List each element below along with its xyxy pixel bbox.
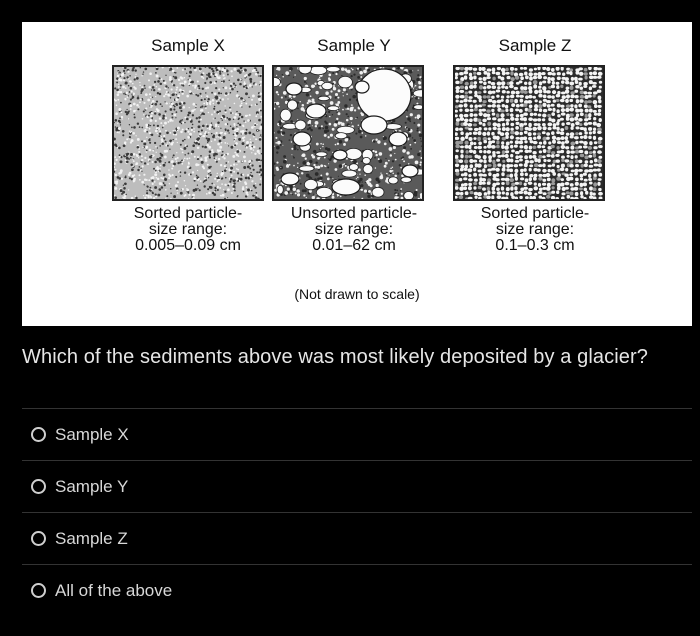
sample-y-caption-line3: 0.01–62 cm — [312, 237, 396, 254]
sample-y-title: Sample Y — [317, 36, 391, 55]
sample-x-caption-line2: size range: — [148, 221, 228, 238]
option-all-of-the-above[interactable] — [22, 564, 692, 616]
radio-circle-icon[interactable] — [31, 583, 46, 598]
sample-y-caption-line2: size range: — [314, 221, 394, 238]
option-label: Sample Y — [55, 476, 129, 496]
sample-x-caption-line3: 0.005–0.09 cm — [135, 237, 241, 254]
sample-x-caption-line1: Sorted particle- — [133, 205, 243, 222]
sample-y-caption — [269, 206, 439, 254]
question-text: Which of the sediments above was most likely deposited by a glacier? — [22, 346, 648, 368]
sample-y-caption-line1: Unsorted particle- — [290, 205, 418, 222]
sample-z-caption-line1: Sorted particle- — [480, 205, 590, 222]
scale-note: (Not drawn to scale) — [294, 286, 420, 302]
sample-z-title: Sample Z — [498, 36, 572, 55]
option-sample-z[interactable] — [22, 512, 692, 564]
option-label: Sample X — [55, 424, 129, 444]
sediment-figure — [22, 22, 692, 326]
sample-x-sediment-image — [112, 65, 264, 201]
radio-circle-icon[interactable] — [31, 479, 46, 494]
sample-x-title: Sample X — [151, 36, 225, 55]
sample-z-caption-line3: 0.1–0.3 cm — [495, 237, 575, 254]
option-sample-y[interactable] — [22, 460, 692, 512]
sample-x-caption — [103, 206, 273, 254]
sample-z-sediment-image — [453, 65, 605, 201]
option-label: All of the above — [55, 580, 173, 600]
option-label: Sample Z — [55, 528, 128, 548]
sample-y-sediment-image — [272, 65, 424, 201]
radio-circle-icon[interactable] — [31, 531, 46, 546]
option-sample-x[interactable] — [22, 408, 692, 460]
sample-z-caption-line2: size range: — [495, 221, 575, 238]
radio-circle-icon[interactable] — [31, 427, 46, 442]
answer-options — [22, 408, 692, 616]
sample-z-caption — [450, 206, 620, 254]
